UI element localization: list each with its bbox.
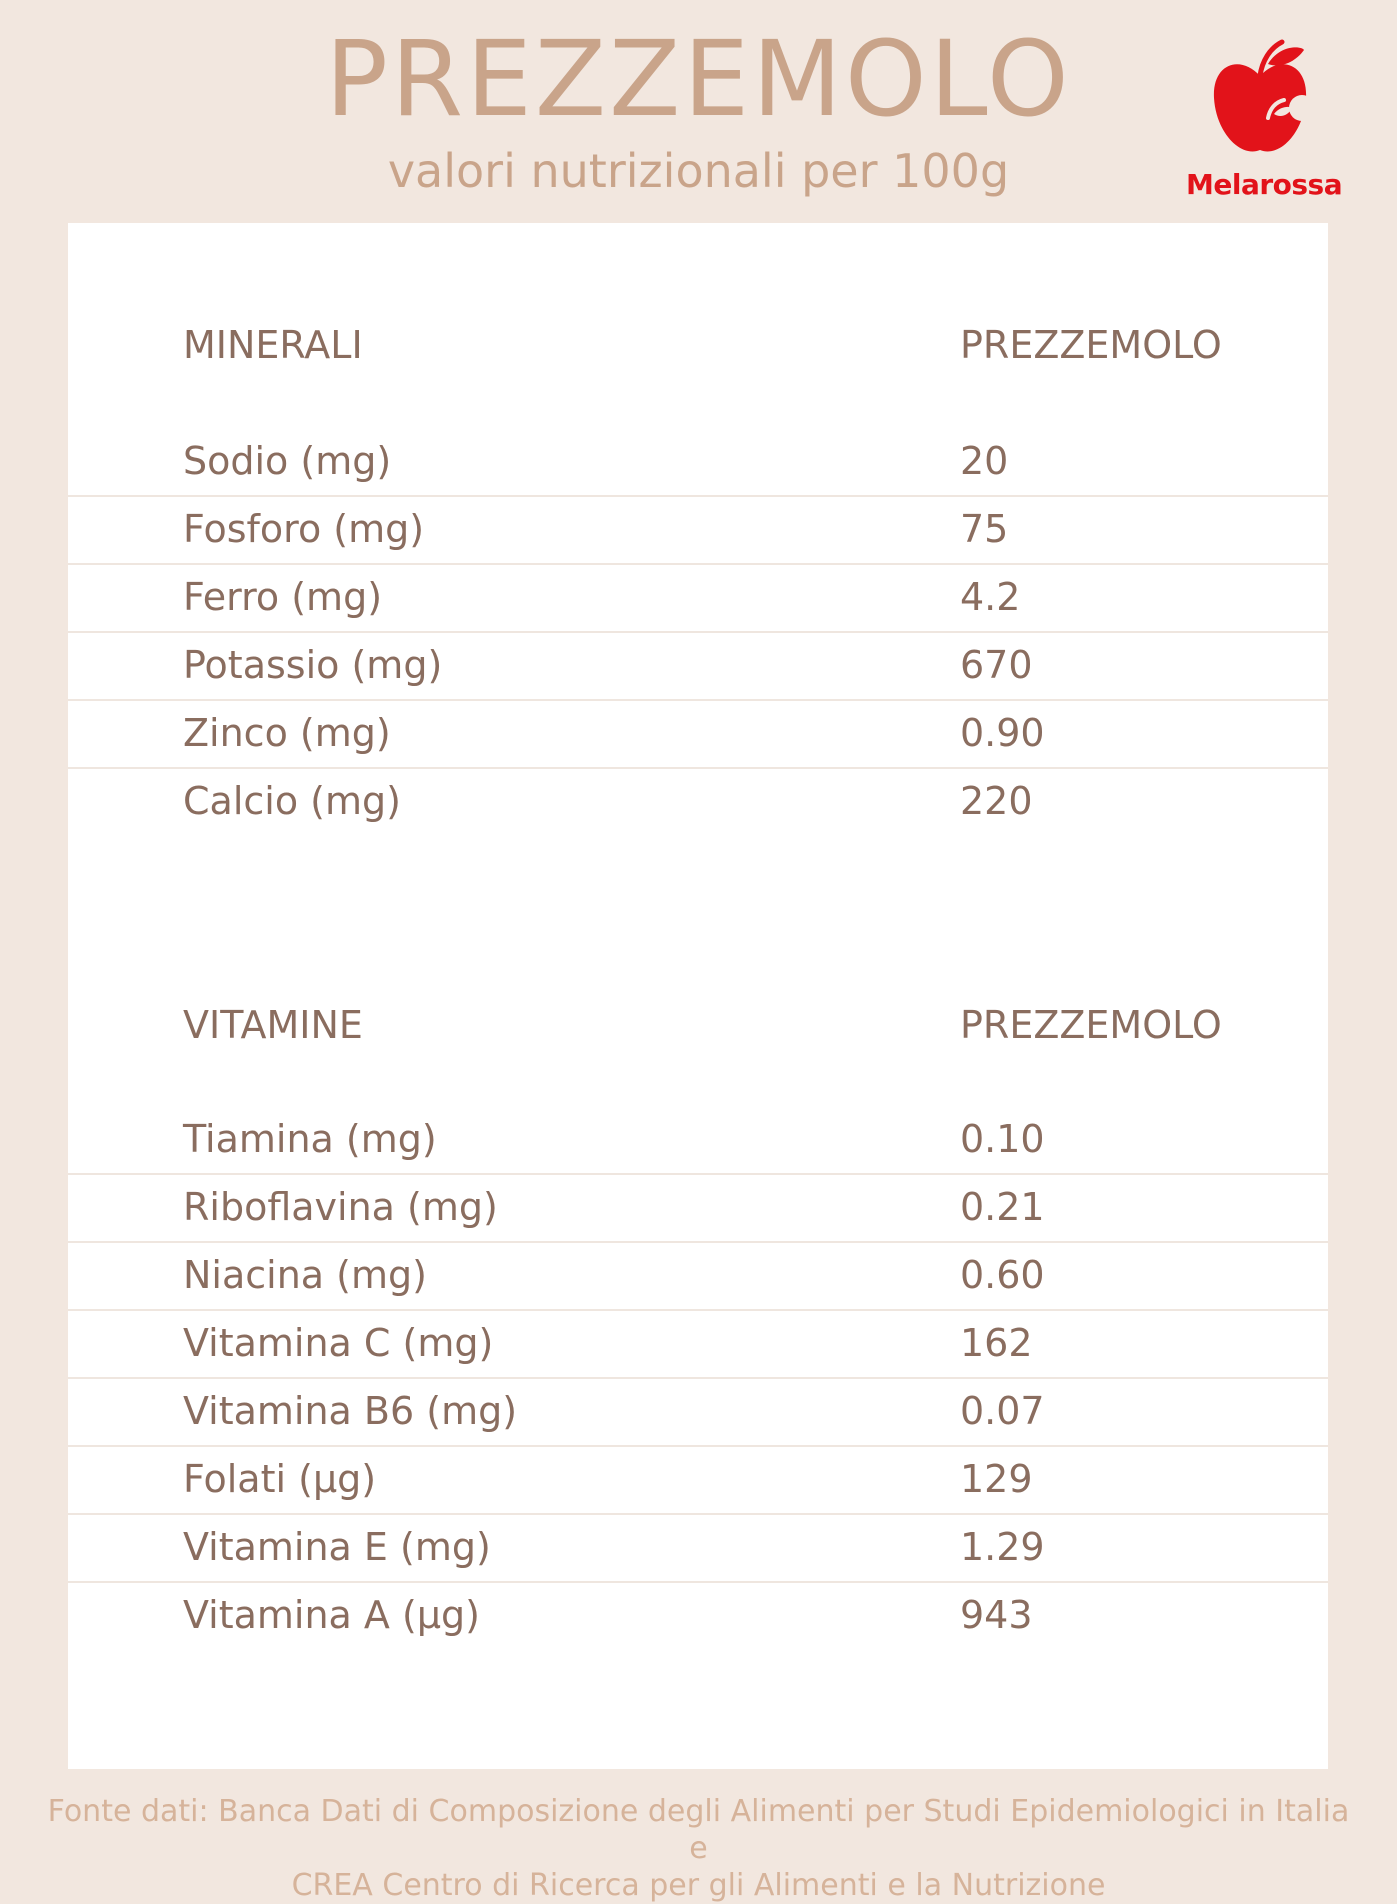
nutrient-name: Vitamina B6 (mg) <box>183 1389 518 1433</box>
nutrient-value: 670 <box>960 643 1033 687</box>
minerali-column-heading: PREZZEMOLO <box>960 323 1222 367</box>
nutrient-value: 0.07 <box>960 1389 1045 1433</box>
apple-icon <box>1210 36 1310 166</box>
nutrient-value: 162 <box>960 1321 1033 1365</box>
nutrient-name: Fosforo (mg) <box>183 507 425 551</box>
footer-line-2: CREA Centro di Ricerca per gli Alimenti e la Nutrizione <box>291 1868 1106 1903</box>
table-row <box>68 633 1328 701</box>
page-title: PREZZEMOLO <box>325 18 1072 140</box>
nutrient-name: Vitamina C (mg) <box>183 1321 494 1365</box>
nutrient-value: 0.10 <box>960 1117 1045 1161</box>
minerali-header <box>68 323 1328 373</box>
nutrient-value: 129 <box>960 1457 1033 1501</box>
table-row <box>68 1243 1328 1311</box>
brand-name: Melarossa <box>1186 168 1343 201</box>
table-row <box>68 1311 1328 1379</box>
nutrient-value: 75 <box>960 507 1009 551</box>
nutrient-value: 4.2 <box>960 575 1021 619</box>
minerali-rows <box>68 429 1328 837</box>
nutrient-name: Zinco (mg) <box>183 711 391 755</box>
page-subtitle: valori nutrizionali per 100g <box>387 144 1010 198</box>
nutrient-value: 1.29 <box>960 1525 1045 1569</box>
nutrient-name: Potassio (mg) <box>183 643 443 687</box>
vitamine-rows <box>68 1107 1328 1651</box>
table-row <box>68 1175 1328 1243</box>
vitamine-column-heading: PREZZEMOLO <box>960 1003 1222 1047</box>
table-row <box>68 1583 1328 1651</box>
source-footer <box>40 1793 1357 1904</box>
nutrient-name: Tiamina (mg) <box>183 1117 437 1161</box>
nutrient-value: 0.21 <box>960 1185 1045 1229</box>
nutrient-value: 943 <box>960 1593 1033 1637</box>
brand-logo <box>1186 36 1343 206</box>
nutrient-name: Niacina (mg) <box>183 1253 427 1297</box>
table-row <box>68 1447 1328 1515</box>
table-row <box>68 1379 1328 1447</box>
table-row <box>68 1107 1328 1175</box>
nutrition-card <box>68 223 1328 1769</box>
nutrient-name: Calcio (mg) <box>183 779 401 823</box>
table-row <box>68 497 1328 565</box>
table-row <box>68 429 1328 497</box>
nutrient-name: Vitamina E (mg) <box>183 1525 491 1569</box>
nutrient-name: Vitamina A (µg) <box>183 1593 480 1637</box>
footer-line-1: Fonte dati: Banca Dati di Composizione degli Alimenti per Studi Epidemiologici in Italia e <box>47 1794 1350 1866</box>
table-row <box>68 565 1328 633</box>
nutrient-name: Folati (µg) <box>183 1457 377 1501</box>
table-row <box>68 701 1328 769</box>
nutrient-value: 20 <box>960 439 1009 483</box>
nutrient-value: 220 <box>960 779 1033 823</box>
vitamine-header <box>68 1003 1328 1053</box>
vitamine-heading: VITAMINE <box>183 1003 363 1047</box>
table-row <box>68 769 1328 837</box>
nutrient-value: 0.60 <box>960 1253 1045 1297</box>
minerali-heading: MINERALI <box>183 323 363 367</box>
nutrient-value: 0.90 <box>960 711 1045 755</box>
nutrient-name: Riboflavina (mg) <box>183 1185 498 1229</box>
nutrient-name: Sodio (mg) <box>183 439 392 483</box>
nutrient-name: Ferro (mg) <box>183 575 383 619</box>
table-row <box>68 1515 1328 1583</box>
